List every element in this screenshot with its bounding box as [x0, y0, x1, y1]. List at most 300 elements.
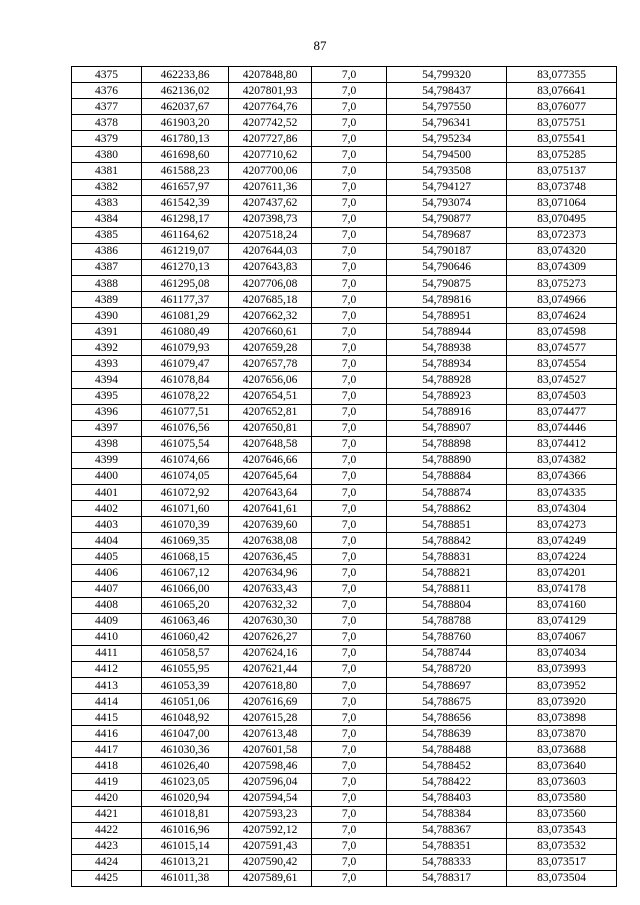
table-row: [72, 501, 617, 517]
y-coordinate-cell: 4207611,36: [229, 179, 312, 195]
point-number-cell: 4408: [72, 597, 142, 613]
table-row: [72, 629, 617, 645]
value-cell: 7,0: [312, 758, 387, 774]
x-coordinate-cell: 462136,02: [142, 83, 229, 99]
point-number-cell: 4389: [72, 292, 142, 308]
longitude-cell: 83,074477: [507, 404, 617, 420]
longitude-cell: 83,075751: [507, 115, 617, 131]
latitude-cell: 54,788811: [387, 581, 507, 597]
longitude-cell: 83,074224: [507, 549, 617, 565]
table-row: [72, 790, 617, 806]
x-coordinate-cell: 461016,96: [142, 822, 229, 838]
x-coordinate-cell: 461026,40: [142, 758, 229, 774]
latitude-cell: 54,795234: [387, 131, 507, 147]
longitude-cell: 83,074554: [507, 356, 617, 372]
table-row: [72, 597, 617, 613]
y-coordinate-cell: 4207706,08: [229, 276, 312, 292]
point-number-cell: 4398: [72, 436, 142, 452]
longitude-cell: 83,073543: [507, 822, 617, 838]
y-coordinate-cell: 4207643,64: [229, 485, 312, 501]
latitude-cell: 54,797550: [387, 99, 507, 115]
value-cell: 7,0: [312, 549, 387, 565]
value-cell: 7,0: [312, 452, 387, 468]
value-cell: 7,0: [312, 645, 387, 661]
point-number-cell: 4379: [72, 131, 142, 147]
x-coordinate-cell: 461780,13: [142, 131, 229, 147]
point-number-cell: 4417: [72, 742, 142, 758]
latitude-cell: 54,788916: [387, 404, 507, 420]
longitude-cell: 83,073580: [507, 790, 617, 806]
table-row: [72, 259, 617, 275]
longitude-cell: 83,074309: [507, 259, 617, 275]
value-cell: 7,0: [312, 308, 387, 324]
y-coordinate-cell: 4207645,64: [229, 468, 312, 484]
point-number-cell: 4384: [72, 211, 142, 227]
point-number-cell: 4394: [72, 372, 142, 388]
value-cell: 7,0: [312, 324, 387, 340]
y-coordinate-cell: 4207685,18: [229, 292, 312, 308]
longitude-cell: 83,074598: [507, 324, 617, 340]
longitude-cell: 83,074304: [507, 501, 617, 517]
value-cell: 7,0: [312, 67, 387, 83]
value-cell: 7,0: [312, 581, 387, 597]
latitude-cell: 54,788821: [387, 565, 507, 581]
latitude-cell: 54,788367: [387, 822, 507, 838]
table-row: [72, 806, 617, 822]
longitude-cell: 83,076641: [507, 83, 617, 99]
point-number-cell: 4392: [72, 340, 142, 356]
latitude-cell: 54,788384: [387, 806, 507, 822]
table-row: [72, 565, 617, 581]
y-coordinate-cell: 4207398,73: [229, 211, 312, 227]
longitude-cell: 83,070495: [507, 211, 617, 227]
x-coordinate-cell: 461048,92: [142, 710, 229, 726]
latitude-cell: 54,788351: [387, 838, 507, 854]
table-row: [72, 742, 617, 758]
longitude-cell: 83,074160: [507, 597, 617, 613]
longitude-cell: 83,074412: [507, 436, 617, 452]
table-row: [72, 870, 617, 886]
table-row: [72, 661, 617, 677]
table-row: [72, 517, 617, 533]
longitude-cell: 83,074034: [507, 645, 617, 661]
value-cell: 7,0: [312, 259, 387, 275]
latitude-cell: 54,788760: [387, 629, 507, 645]
point-number-cell: 4400: [72, 468, 142, 484]
longitude-cell: 83,073870: [507, 726, 617, 742]
point-number-cell: 4424: [72, 854, 142, 870]
longitude-cell: 83,074382: [507, 452, 617, 468]
table-row: [72, 115, 617, 131]
x-coordinate-cell: 461020,94: [142, 790, 229, 806]
longitude-cell: 83,074067: [507, 629, 617, 645]
x-coordinate-cell: 461018,81: [142, 806, 229, 822]
table-row: [72, 211, 617, 227]
point-number-cell: 4420: [72, 790, 142, 806]
longitude-cell: 83,073748: [507, 179, 617, 195]
coordinates-table-body: [72, 67, 617, 887]
latitude-cell: 54,788804: [387, 597, 507, 613]
point-number-cell: 4415: [72, 710, 142, 726]
latitude-cell: 54,793508: [387, 163, 507, 179]
latitude-cell: 54,788697: [387, 677, 507, 693]
longitude-cell: 83,072373: [507, 227, 617, 243]
point-number-cell: 4383: [72, 195, 142, 211]
value-cell: 7,0: [312, 147, 387, 163]
page-number: 87: [313, 38, 327, 53]
y-coordinate-cell: 4207518,24: [229, 227, 312, 243]
longitude-cell: 83,075273: [507, 276, 617, 292]
latitude-cell: 54,790877: [387, 211, 507, 227]
value-cell: 7,0: [312, 163, 387, 179]
x-coordinate-cell: 461071,60: [142, 501, 229, 517]
x-coordinate-cell: 461079,47: [142, 356, 229, 372]
point-number-cell: 4413: [72, 677, 142, 693]
table-row: [72, 677, 617, 693]
point-number-cell: 4390: [72, 308, 142, 324]
y-coordinate-cell: 4207801,93: [229, 83, 312, 99]
y-coordinate-cell: 4207638,08: [229, 533, 312, 549]
latitude-cell: 54,794127: [387, 179, 507, 195]
y-coordinate-cell: 4207700,06: [229, 163, 312, 179]
latitude-cell: 54,788923: [387, 388, 507, 404]
value-cell: 7,0: [312, 276, 387, 292]
longitude-cell: 83,074966: [507, 292, 617, 308]
longitude-cell: 83,074129: [507, 613, 617, 629]
latitude-cell: 54,788934: [387, 356, 507, 372]
y-coordinate-cell: 4207592,12: [229, 822, 312, 838]
point-number-cell: 4404: [72, 533, 142, 549]
value-cell: 7,0: [312, 726, 387, 742]
x-coordinate-cell: 461078,84: [142, 372, 229, 388]
value-cell: 7,0: [312, 292, 387, 308]
table-row: [72, 645, 617, 661]
point-number-cell: 4410: [72, 629, 142, 645]
table-row: [72, 131, 617, 147]
y-coordinate-cell: 4207618,80: [229, 677, 312, 693]
point-number-cell: 4422: [72, 822, 142, 838]
longitude-cell: 83,074335: [507, 485, 617, 501]
point-number-cell: 4407: [72, 581, 142, 597]
longitude-cell: 83,074178: [507, 581, 617, 597]
latitude-cell: 54,788656: [387, 710, 507, 726]
table-row: [72, 147, 617, 163]
table-row: [72, 308, 617, 324]
longitude-cell: 83,073640: [507, 758, 617, 774]
latitude-cell: 54,788851: [387, 517, 507, 533]
longitude-cell: 83,073560: [507, 806, 617, 822]
y-coordinate-cell: 4207646,66: [229, 452, 312, 468]
table-row: [72, 452, 617, 468]
table-row: [72, 758, 617, 774]
latitude-cell: 54,788788: [387, 613, 507, 629]
x-coordinate-cell: 461067,12: [142, 565, 229, 581]
x-coordinate-cell: 461270,13: [142, 259, 229, 275]
y-coordinate-cell: 4207590,42: [229, 854, 312, 870]
point-number-cell: 4423: [72, 838, 142, 854]
x-coordinate-cell: 461023,05: [142, 774, 229, 790]
table-row: [72, 485, 617, 501]
value-cell: 7,0: [312, 533, 387, 549]
point-number-cell: 4385: [72, 227, 142, 243]
latitude-cell: 54,790187: [387, 243, 507, 259]
value-cell: 7,0: [312, 597, 387, 613]
latitude-cell: 54,788907: [387, 420, 507, 436]
point-number-cell: 4401: [72, 485, 142, 501]
value-cell: 7,0: [312, 356, 387, 372]
y-coordinate-cell: 4207652,81: [229, 404, 312, 420]
point-number-cell: 4412: [72, 661, 142, 677]
point-number-cell: 4411: [72, 645, 142, 661]
latitude-cell: 54,793074: [387, 195, 507, 211]
y-coordinate-cell: 4207613,48: [229, 726, 312, 742]
table-row: [72, 838, 617, 854]
longitude-cell: 83,076077: [507, 99, 617, 115]
y-coordinate-cell: 4207616,69: [229, 694, 312, 710]
latitude-cell: 54,788928: [387, 372, 507, 388]
point-number-cell: 4375: [72, 67, 142, 83]
point-number-cell: 4393: [72, 356, 142, 372]
latitude-cell: 54,789816: [387, 292, 507, 308]
value-cell: 7,0: [312, 372, 387, 388]
point-number-cell: 4387: [72, 259, 142, 275]
latitude-cell: 54,788842: [387, 533, 507, 549]
point-number-cell: 4395: [72, 388, 142, 404]
point-number-cell: 4378: [72, 115, 142, 131]
latitude-cell: 54,788890: [387, 452, 507, 468]
table-row: [72, 324, 617, 340]
x-coordinate-cell: 461058,57: [142, 645, 229, 661]
x-coordinate-cell: 461051,06: [142, 694, 229, 710]
value-cell: 7,0: [312, 822, 387, 838]
y-coordinate-cell: 4207593,23: [229, 806, 312, 822]
point-number-cell: 4419: [72, 774, 142, 790]
table-row: [72, 613, 617, 629]
y-coordinate-cell: 4207596,04: [229, 774, 312, 790]
y-coordinate-cell: 4207660,61: [229, 324, 312, 340]
table-row: [72, 774, 617, 790]
latitude-cell: 54,788452: [387, 758, 507, 774]
table-row: [72, 372, 617, 388]
x-coordinate-cell: 461013,21: [142, 854, 229, 870]
table-row: [72, 356, 617, 372]
table-row: [72, 340, 617, 356]
value-cell: 7,0: [312, 742, 387, 758]
value-cell: 7,0: [312, 436, 387, 452]
value-cell: 7,0: [312, 179, 387, 195]
value-cell: 7,0: [312, 517, 387, 533]
y-coordinate-cell: 4207632,32: [229, 597, 312, 613]
latitude-cell: 54,788675: [387, 694, 507, 710]
longitude-cell: 83,074577: [507, 340, 617, 356]
point-number-cell: 4399: [72, 452, 142, 468]
x-coordinate-cell: 461542,39: [142, 195, 229, 211]
value-cell: 7,0: [312, 629, 387, 645]
value-cell: 7,0: [312, 420, 387, 436]
point-number-cell: 4396: [72, 404, 142, 420]
y-coordinate-cell: 4207727,86: [229, 131, 312, 147]
x-coordinate-cell: 461063,46: [142, 613, 229, 629]
x-coordinate-cell: 462233,86: [142, 67, 229, 83]
value-cell: 7,0: [312, 501, 387, 517]
latitude-cell: 54,788884: [387, 468, 507, 484]
longitude-cell: 83,074249: [507, 533, 617, 549]
table-row: [72, 822, 617, 838]
value-cell: 7,0: [312, 774, 387, 790]
x-coordinate-cell: 461081,29: [142, 308, 229, 324]
x-coordinate-cell: 461075,54: [142, 436, 229, 452]
value-cell: 7,0: [312, 838, 387, 854]
table-row: [72, 227, 617, 243]
y-coordinate-cell: 4207591,43: [229, 838, 312, 854]
value-cell: 7,0: [312, 404, 387, 420]
table-row: [72, 726, 617, 742]
latitude-cell: 54,788422: [387, 774, 507, 790]
point-number-cell: 4405: [72, 549, 142, 565]
point-number-cell: 4388: [72, 276, 142, 292]
longitude-cell: 83,073952: [507, 677, 617, 693]
x-coordinate-cell: 461698,60: [142, 147, 229, 163]
longitude-cell: 83,073532: [507, 838, 617, 854]
value-cell: 7,0: [312, 195, 387, 211]
value-cell: 7,0: [312, 131, 387, 147]
y-coordinate-cell: 4207639,60: [229, 517, 312, 533]
point-number-cell: 4416: [72, 726, 142, 742]
y-coordinate-cell: 4207644,03: [229, 243, 312, 259]
longitude-cell: 83,075541: [507, 131, 617, 147]
x-coordinate-cell: 461069,35: [142, 533, 229, 549]
x-coordinate-cell: 461074,05: [142, 468, 229, 484]
value-cell: 7,0: [312, 485, 387, 501]
y-coordinate-cell: 4207659,28: [229, 340, 312, 356]
table-row: [72, 854, 617, 870]
latitude-cell: 54,789687: [387, 227, 507, 243]
x-coordinate-cell: 461298,17: [142, 211, 229, 227]
point-number-cell: 4381: [72, 163, 142, 179]
x-coordinate-cell: 461588,23: [142, 163, 229, 179]
longitude-cell: 83,074320: [507, 243, 617, 259]
x-coordinate-cell: 461903,20: [142, 115, 229, 131]
point-number-cell: 4409: [72, 613, 142, 629]
value-cell: 7,0: [312, 870, 387, 886]
longitude-cell: 83,075285: [507, 147, 617, 163]
latitude-cell: 54,788744: [387, 645, 507, 661]
coordinates-table: [71, 66, 617, 887]
table-row: [72, 67, 617, 83]
longitude-cell: 83,074366: [507, 468, 617, 484]
value-cell: 7,0: [312, 227, 387, 243]
x-coordinate-cell: 461079,93: [142, 340, 229, 356]
value-cell: 7,0: [312, 661, 387, 677]
latitude-cell: 54,788317: [387, 870, 507, 886]
longitude-cell: 83,074527: [507, 372, 617, 388]
table-row: [72, 710, 617, 726]
x-coordinate-cell: 461076,56: [142, 420, 229, 436]
longitude-cell: 83,074624: [507, 308, 617, 324]
table-row: [72, 581, 617, 597]
x-coordinate-cell: 461066,00: [142, 581, 229, 597]
y-coordinate-cell: 4207636,45: [229, 549, 312, 565]
point-number-cell: 4386: [72, 243, 142, 259]
y-coordinate-cell: 4207848,80: [229, 67, 312, 83]
y-coordinate-cell: 4207710,62: [229, 147, 312, 163]
longitude-cell: 83,073603: [507, 774, 617, 790]
table-row: [72, 99, 617, 115]
table-row: [72, 420, 617, 436]
table-row: [72, 694, 617, 710]
latitude-cell: 54,788938: [387, 340, 507, 356]
latitude-cell: 54,788874: [387, 485, 507, 501]
latitude-cell: 54,788831: [387, 549, 507, 565]
longitude-cell: 83,074273: [507, 517, 617, 533]
value-cell: 7,0: [312, 211, 387, 227]
latitude-cell: 54,788488: [387, 742, 507, 758]
x-coordinate-cell: 461065,20: [142, 597, 229, 613]
point-number-cell: 4403: [72, 517, 142, 533]
value-cell: 7,0: [312, 115, 387, 131]
latitude-cell: 54,788333: [387, 854, 507, 870]
value-cell: 7,0: [312, 710, 387, 726]
value-cell: 7,0: [312, 613, 387, 629]
longitude-cell: 83,074503: [507, 388, 617, 404]
point-number-cell: 4380: [72, 147, 142, 163]
longitude-cell: 83,073920: [507, 694, 617, 710]
value-cell: 7,0: [312, 388, 387, 404]
longitude-cell: 83,071064: [507, 195, 617, 211]
table-row: [72, 549, 617, 565]
y-coordinate-cell: 4207437,62: [229, 195, 312, 211]
x-coordinate-cell: 461070,39: [142, 517, 229, 533]
x-coordinate-cell: 461074,66: [142, 452, 229, 468]
point-number-cell: 4376: [72, 83, 142, 99]
longitude-cell: 83,077355: [507, 67, 617, 83]
latitude-cell: 54,788639: [387, 726, 507, 742]
value-cell: 7,0: [312, 694, 387, 710]
y-coordinate-cell: 4207641,61: [229, 501, 312, 517]
longitude-cell: 83,074446: [507, 420, 617, 436]
y-coordinate-cell: 4207634,96: [229, 565, 312, 581]
y-coordinate-cell: 4207643,83: [229, 259, 312, 275]
point-number-cell: 4402: [72, 501, 142, 517]
value-cell: 7,0: [312, 677, 387, 693]
x-coordinate-cell: 461047,00: [142, 726, 229, 742]
point-number-cell: 4377: [72, 99, 142, 115]
x-coordinate-cell: 461077,51: [142, 404, 229, 420]
latitude-cell: 54,799320: [387, 67, 507, 83]
y-coordinate-cell: 4207764,76: [229, 99, 312, 115]
y-coordinate-cell: 4207589,61: [229, 870, 312, 886]
table-row: [72, 388, 617, 404]
latitude-cell: 54,788862: [387, 501, 507, 517]
point-number-cell: 4382: [72, 179, 142, 195]
point-number-cell: 4425: [72, 870, 142, 886]
latitude-cell: 54,790646: [387, 259, 507, 275]
latitude-cell: 54,794500: [387, 147, 507, 163]
longitude-cell: 83,075137: [507, 163, 617, 179]
table-row: [72, 83, 617, 99]
latitude-cell: 54,788898: [387, 436, 507, 452]
y-coordinate-cell: 4207662,32: [229, 308, 312, 324]
y-coordinate-cell: 4207598,46: [229, 758, 312, 774]
x-coordinate-cell: 461053,39: [142, 677, 229, 693]
value-cell: 7,0: [312, 99, 387, 115]
table-row: [72, 195, 617, 211]
longitude-cell: 83,073517: [507, 854, 617, 870]
latitude-cell: 54,788720: [387, 661, 507, 677]
x-coordinate-cell: 461011,38: [142, 870, 229, 886]
value-cell: 7,0: [312, 468, 387, 484]
latitude-cell: 54,788951: [387, 308, 507, 324]
